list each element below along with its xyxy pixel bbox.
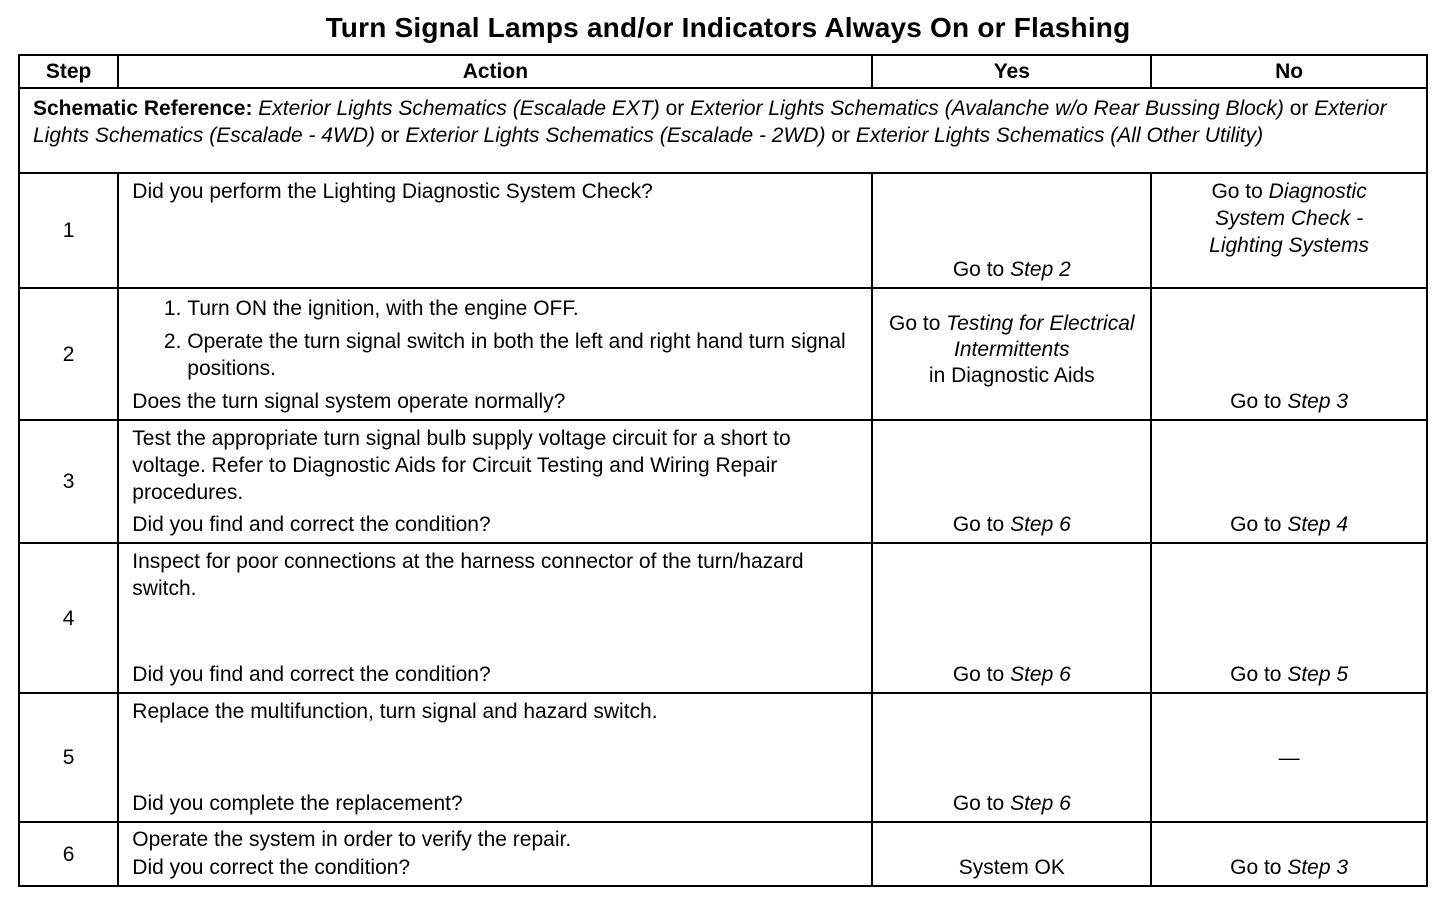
or-text: or	[665, 97, 685, 120]
page-title: Turn Signal Lamps and/or Indicators Always On or Flashing	[325, 12, 1131, 43]
goto-text: Go to	[889, 312, 941, 335]
step-number: 3	[19, 420, 118, 543]
table-row	[19, 420, 1427, 543]
action-text: Test the appropriate turn signal bulb supply voltage circuit for a short to voltage. Refer to Diagnostic Aids for Circuit Testing and Wiring Repair procedures.	[132, 427, 791, 504]
goto-text: Go to	[952, 513, 1005, 536]
yes-link[interactable]: Step 2	[1010, 258, 1071, 281]
goto-text: Go to	[952, 663, 1005, 686]
schematic-ref-2: Exterior Lights Schematics (Avalanche w/o Rear Bussing Block)	[690, 97, 1284, 120]
goto-text: Go to	[1230, 513, 1282, 536]
diagnostic-table	[18, 54, 1428, 887]
yes-cell	[873, 511, 1150, 538]
question-text: Did you find and correct the condition?	[132, 513, 491, 536]
no-cell	[1152, 174, 1426, 259]
yes-link[interactable]: Step 6	[1010, 513, 1071, 536]
goto-text: Go to	[1230, 856, 1282, 879]
list-item: 1. Turn ON the ignition, with the engine OFF.	[187, 295, 859, 322]
step-number: 5	[19, 693, 118, 822]
no-cell	[1152, 661, 1426, 688]
no-cell	[1152, 388, 1426, 415]
yes-link[interactable]: Testing for Electrical Intermittents	[946, 312, 1135, 361]
table-row	[19, 693, 1427, 822]
table-row	[19, 173, 1427, 288]
or-text: or	[380, 124, 400, 147]
instruction-list	[132, 295, 859, 382]
table-row	[19, 288, 1427, 420]
step-number: 2	[19, 288, 118, 420]
goto-text: Go to	[1211, 180, 1263, 203]
goto-text: Go to	[952, 258, 1005, 281]
action-text: Inspect for poor connections at the harness connector of the turn/hazard switch.	[132, 550, 804, 600]
schematic-ref-4: Exterior Lights Schematics (Escalade - 2WD)	[405, 124, 826, 147]
yes-cell	[873, 661, 1150, 688]
goto-text: Go to	[1230, 663, 1282, 686]
step-number: 6	[19, 822, 118, 886]
header-yes: Yes	[872, 55, 1151, 88]
action-text: Operate the system in order to verify the repair.	[132, 828, 572, 851]
no-link[interactable]: Step 3	[1287, 856, 1349, 879]
table-row	[19, 543, 1427, 693]
step-number: 4	[19, 543, 118, 693]
no-cell	[1152, 511, 1426, 538]
or-text: or	[831, 124, 850, 147]
no-cell: —	[1278, 746, 1300, 769]
no-link[interactable]: Step 3	[1287, 390, 1349, 413]
yes-cell	[873, 256, 1150, 283]
schematic-reference	[20, 89, 1426, 153]
header-action: Action	[118, 55, 872, 88]
yes-cell: System OK	[958, 856, 1065, 879]
header-row	[19, 55, 1427, 88]
no-link[interactable]: Diagnostic System Check - Lighting Systems	[1209, 180, 1370, 257]
schematic-ref-5: Exterior Lights Schematics (All Other Utility)	[855, 124, 1264, 147]
or-text: or	[1289, 97, 1309, 120]
step-number: 1	[19, 173, 118, 288]
schematic-ref-1: Exterior Lights Schematics (Escalade EXT)	[258, 97, 660, 120]
schematic-label: Schematic Reference:	[33, 97, 253, 120]
action-text: Replace the multifunction, turn signal and hazard switch.	[132, 700, 658, 723]
list-item: 2. Operate the turn signal switch in both the left and right hand turn signal positions.	[187, 328, 859, 382]
header-no: No	[1151, 55, 1427, 88]
action-text: Did you perform the Lighting Diagnostic System Check?	[132, 180, 653, 203]
yes-link[interactable]: Step 6	[1010, 663, 1071, 686]
no-link[interactable]: Step 5	[1287, 663, 1349, 686]
question-text: Did you complete the replacement?	[132, 792, 463, 815]
question-text: Does the turn signal system operate normally?	[132, 390, 566, 413]
yes-cell	[873, 790, 1150, 817]
goto-text: Go to	[1230, 390, 1282, 413]
goto-text: Go to	[952, 792, 1005, 815]
no-link[interactable]: Step 4	[1287, 513, 1349, 536]
table-row	[19, 822, 1427, 886]
no-cell	[1152, 854, 1426, 881]
yes-suffix: in Diagnostic Aids	[928, 364, 1095, 387]
header-step: Step	[19, 55, 118, 88]
question-text: Did you find and correct the condition?	[132, 663, 491, 686]
schematic-row	[19, 88, 1427, 173]
yes-cell	[873, 289, 1150, 389]
question-text: Did you correct the condition?	[132, 856, 411, 879]
schematic-ref-3: Exterior Lights Schematics (Escalade - 4WD)	[33, 97, 1387, 147]
yes-link[interactable]: Step 6	[1010, 792, 1071, 815]
